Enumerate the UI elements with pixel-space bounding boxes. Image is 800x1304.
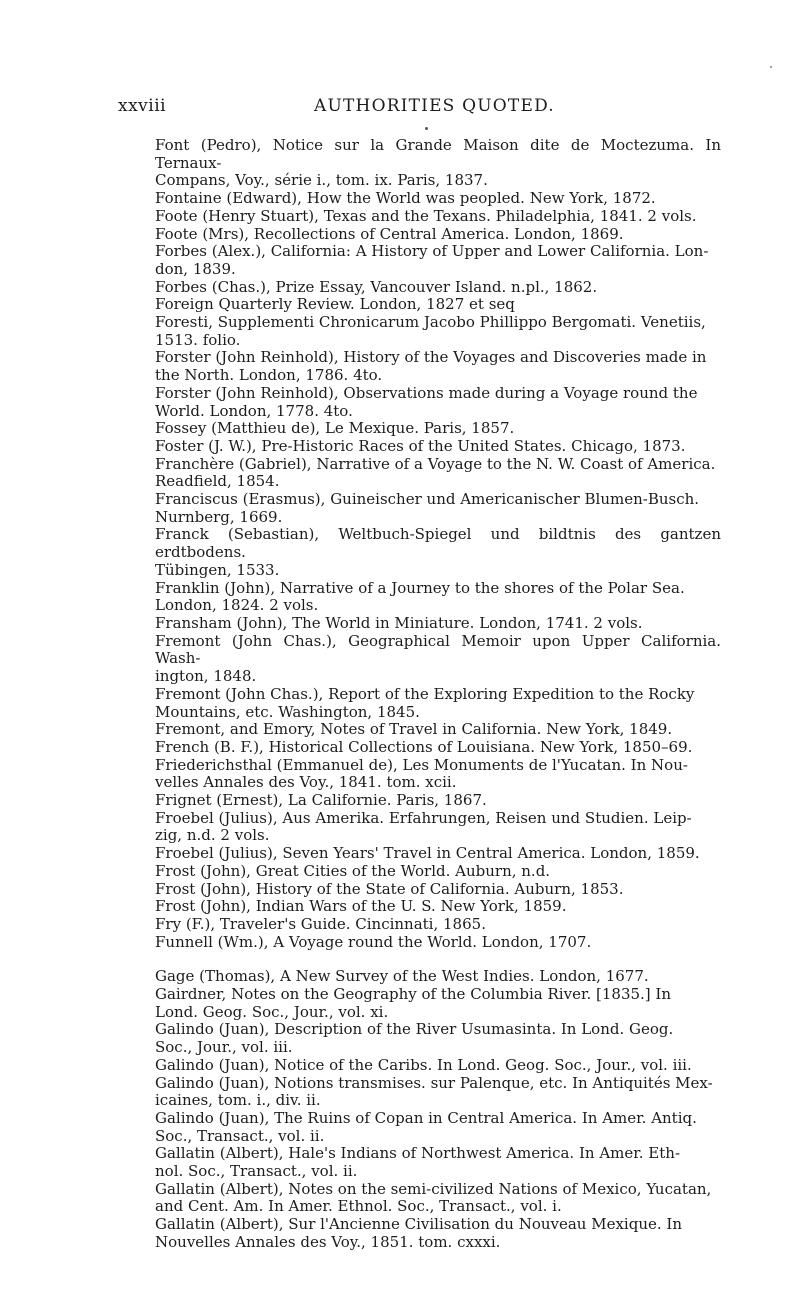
bibliography-entry <box>121 226 721 244</box>
bibliography-entry <box>121 314 721 349</box>
entry-line: Foote (Mrs), Recollections of Central America. London, 1869. <box>155 224 624 243</box>
bibliography-entry <box>121 1021 721 1056</box>
entry-continuation-line: icaines, tom. i., div. ii. <box>155 1091 321 1110</box>
entry-continuation-line: Nurnberg, 1669. <box>155 507 283 526</box>
entry-continuation-line: Readfield, 1854. <box>155 472 280 491</box>
entry-line: Foreign Quarterly Review. London, 1827 et seq <box>155 295 515 314</box>
entry-line: Gallatin (Albert), Sur l'Ancienne Civilisation du Nouveau Mexique. In <box>155 1215 682 1234</box>
entry-line: Fontaine (Edward), How the World was peopled. New York, 1872. <box>155 189 656 208</box>
entry-line: Franciscus (Erasmus), Guineischer und Americanischer Blumen-Busch. <box>155 490 700 509</box>
bibliography-entry <box>121 1110 721 1145</box>
entry-line: Galindo (Juan), The Ruins of Copan in Central America. In Amer. Antiq. <box>155 1108 697 1127</box>
entry-line: Forster (John Reinhold), History of the Voyages and Discoveries made in <box>155 348 707 367</box>
entry-line: Gallatin (Albert), Notes on the semi-civilized Nations of Mexico, Yucatan, <box>155 1179 712 1198</box>
entry-line: Gallatin (Albert), Hale's Indians of Northwest America. In Amer. Eth- <box>155 1144 681 1163</box>
entry-line: Fremont, and Emory, Notes of Travel in California. New York, 1849. <box>155 720 673 739</box>
entry-continuation-line: London, 1824. 2 vols. <box>155 596 319 615</box>
bibliography-entry <box>121 633 721 686</box>
entry-line: Gage (Thomas), A New Survey of the West Indies. London, 1677. <box>155 967 649 986</box>
ink-speck <box>425 127 428 130</box>
entry-continuation-line: ington, 1848. <box>155 667 257 686</box>
entry-continuation-line: Soc., Transact., vol. ii. <box>155 1126 325 1145</box>
entry-line: Frost (John), Indian Wars of the U. S. New York, 1859. <box>155 897 567 916</box>
entry-continuation-line: Soc., Jour., vol. iii. <box>155 1038 293 1057</box>
bibliography-entry <box>121 1216 721 1251</box>
page-header <box>118 96 720 120</box>
bibliography-entry <box>121 898 721 916</box>
bibliography-entry <box>121 385 721 420</box>
entry-continuation-line: don, 1839. <box>155 259 236 278</box>
entry-line: Fremont (John Chas.), Report of the Exploring Expedition to the Rocky <box>155 684 695 703</box>
entry-line: Fremont (John Chas.), Geographical Memoir upon Upper California. Wash- <box>155 631 721 668</box>
entry-line: Galindo (Juan), Description of the River Usumasinta. In Lond. Geog. <box>155 1020 674 1039</box>
bibliography-entry <box>121 526 721 579</box>
bibliography-entry <box>121 190 721 208</box>
bibliography-entry <box>121 810 721 845</box>
entry-continuation-line: Mountains, etc. Washington, 1845. <box>155 702 420 721</box>
entry-line: Forster (John Reinhold), Observations made during a Voyage round the <box>155 383 698 402</box>
bibliography-entry <box>121 986 721 1021</box>
entry-continuation-line: 1513. folio. <box>155 330 241 349</box>
entry-line: Friederichsthal (Emmanuel de), Les Monuments de l'Yucatan. In Nou- <box>155 755 688 774</box>
entry-line: Franck (Sebastian), Weltbuch-Spiegel und bildtnis des gantzen erdtbodens. <box>155 525 721 562</box>
bibliography-entry <box>121 349 721 384</box>
running-title: AUTHORITIES QUOTED. <box>314 96 555 116</box>
entry-line: Fossey (Matthieu de), Le Mexique. Paris, 1857. <box>155 419 515 438</box>
entry-line: Froebel (Julius), Aus Amerika. Erfahrungen, Reisen und Studien. Leip- <box>155 808 692 827</box>
bibliography-entry <box>121 845 721 863</box>
section-gap <box>121 951 721 968</box>
entry-continuation-line: velles Annales des Voy., 1841. tom. xcii. <box>155 773 457 792</box>
entry-line: Font (Pedro), Notice sur la Grande Maison dite de Moctezuma. In Ternaux- <box>155 136 721 172</box>
entry-continuation-line: the North. London, 1786. 4to. <box>155 366 383 385</box>
entry-continuation-line: Compans, Voy., série i., tom. ix. Paris, 1837. <box>155 171 488 190</box>
bibliography-entry <box>121 296 721 314</box>
entry-continuation-line: Lond. Geog. Soc., Jour., vol. xi. <box>155 1002 389 1021</box>
entry-line: Galindo (Juan), Notice of the Caribs. In Lond. Geog. Soc., Jour., vol. iii. <box>155 1055 692 1074</box>
entry-line: Foster (J. W.), Pre-Historic Races of the United States. Chicago, 1873. <box>155 436 686 455</box>
entry-line: Foote (Henry Stuart), Texas and the Texans. Philadelphia, 1841. 2 vols. <box>155 206 697 225</box>
entry-line: Frignet (Ernest), La Californie. Paris, 1867. <box>155 791 487 810</box>
bibliography-entry <box>121 934 721 952</box>
bibliography-entry <box>121 438 721 456</box>
entry-line: Gairdner, Notes on the Geography of the Columbia River. [1835.] In <box>155 985 672 1004</box>
bibliography-entry <box>121 1075 721 1110</box>
bibliography-entry <box>121 881 721 899</box>
bibliography-entry <box>121 279 721 297</box>
bibliography-entry <box>121 916 721 934</box>
entry-continuation-line: Nouvelles Annales des Voy., 1851. tom. cxxxi. <box>155 1232 501 1251</box>
entry-line: Fry (F.), Traveler's Guide. Cincinnati, 1865. <box>155 914 486 933</box>
bibliography-entry <box>121 757 721 792</box>
entry-continuation-line: zig, n.d. 2 vols. <box>155 826 270 845</box>
entry-continuation-line: World. London, 1778. 4to. <box>155 401 353 420</box>
bibliography-entry <box>121 1181 721 1216</box>
entry-line: Fransham (John), The World in Miniature. London, 1741. 2 vols. <box>155 613 643 632</box>
entry-line: Franchère (Gabriel), Narrative of a Voyage to the N. W. Coast of America. <box>155 454 716 473</box>
bibliography-entry <box>121 721 721 739</box>
entry-continuation-line: and Cent. Am. In Amer. Ethnol. Soc., Transact., vol. i. <box>155 1197 562 1216</box>
bibliography-entry <box>121 968 721 986</box>
entry-line: French (B. F.), Historical Collections of Louisiana. New York, 1850–69. <box>155 737 693 756</box>
bibliography-entry <box>121 1057 721 1075</box>
entry-line: Forbes (Chas.), Prize Essay, Vancouver Island. n.pl., 1862. <box>155 277 598 296</box>
entry-line: Foresti, Supplementi Chronicarum Jacobo Phillippo Bergomati. Venetiis, <box>155 313 706 332</box>
bibliography-entry <box>121 686 721 721</box>
page-number: xxviii <box>118 96 167 116</box>
entry-line: Frost (John), History of the State of California. Auburn, 1853. <box>155 879 624 898</box>
bibliography-entry <box>121 243 721 278</box>
entry-line: Galindo (Juan), Notions transmises. sur Palenque, etc. In Antiquités Mex- <box>155 1073 713 1092</box>
bibliography-entry <box>121 863 721 881</box>
bibliography-entry <box>121 208 721 226</box>
entry-line: Funnell (Wm.), A Voyage round the World. London, 1707. <box>155 932 592 951</box>
ink-speck <box>770 66 772 68</box>
entry-continuation-line: nol. Soc., Transact., vol. ii. <box>155 1162 358 1181</box>
entry-line: Forbes (Alex.), California: A History of Upper and Lower California. Lon- <box>155 242 709 261</box>
bibliography-entry <box>121 1145 721 1180</box>
entry-line: Frost (John), Great Cities of the World. Auburn, n.d. <box>155 861 551 880</box>
bibliography-entry <box>121 580 721 615</box>
bibliography-entry <box>121 137 721 190</box>
bibliography-entry <box>121 792 721 810</box>
entry-line: Franklin (John), Narrative of a Journey to the shores of the Polar Sea. <box>155 578 685 597</box>
bibliography-entry <box>121 420 721 438</box>
entry-line: Froebel (Julius), Seven Years' Travel in Central America. London, 1859. <box>155 844 700 863</box>
entry-continuation-line: Tübingen, 1533. <box>155 560 280 579</box>
bibliography-entry <box>121 615 721 633</box>
bibliography-entry <box>121 739 721 757</box>
authorities-list <box>121 137 721 1252</box>
bibliography-entry <box>121 491 721 526</box>
bibliography-entry <box>121 456 721 491</box>
